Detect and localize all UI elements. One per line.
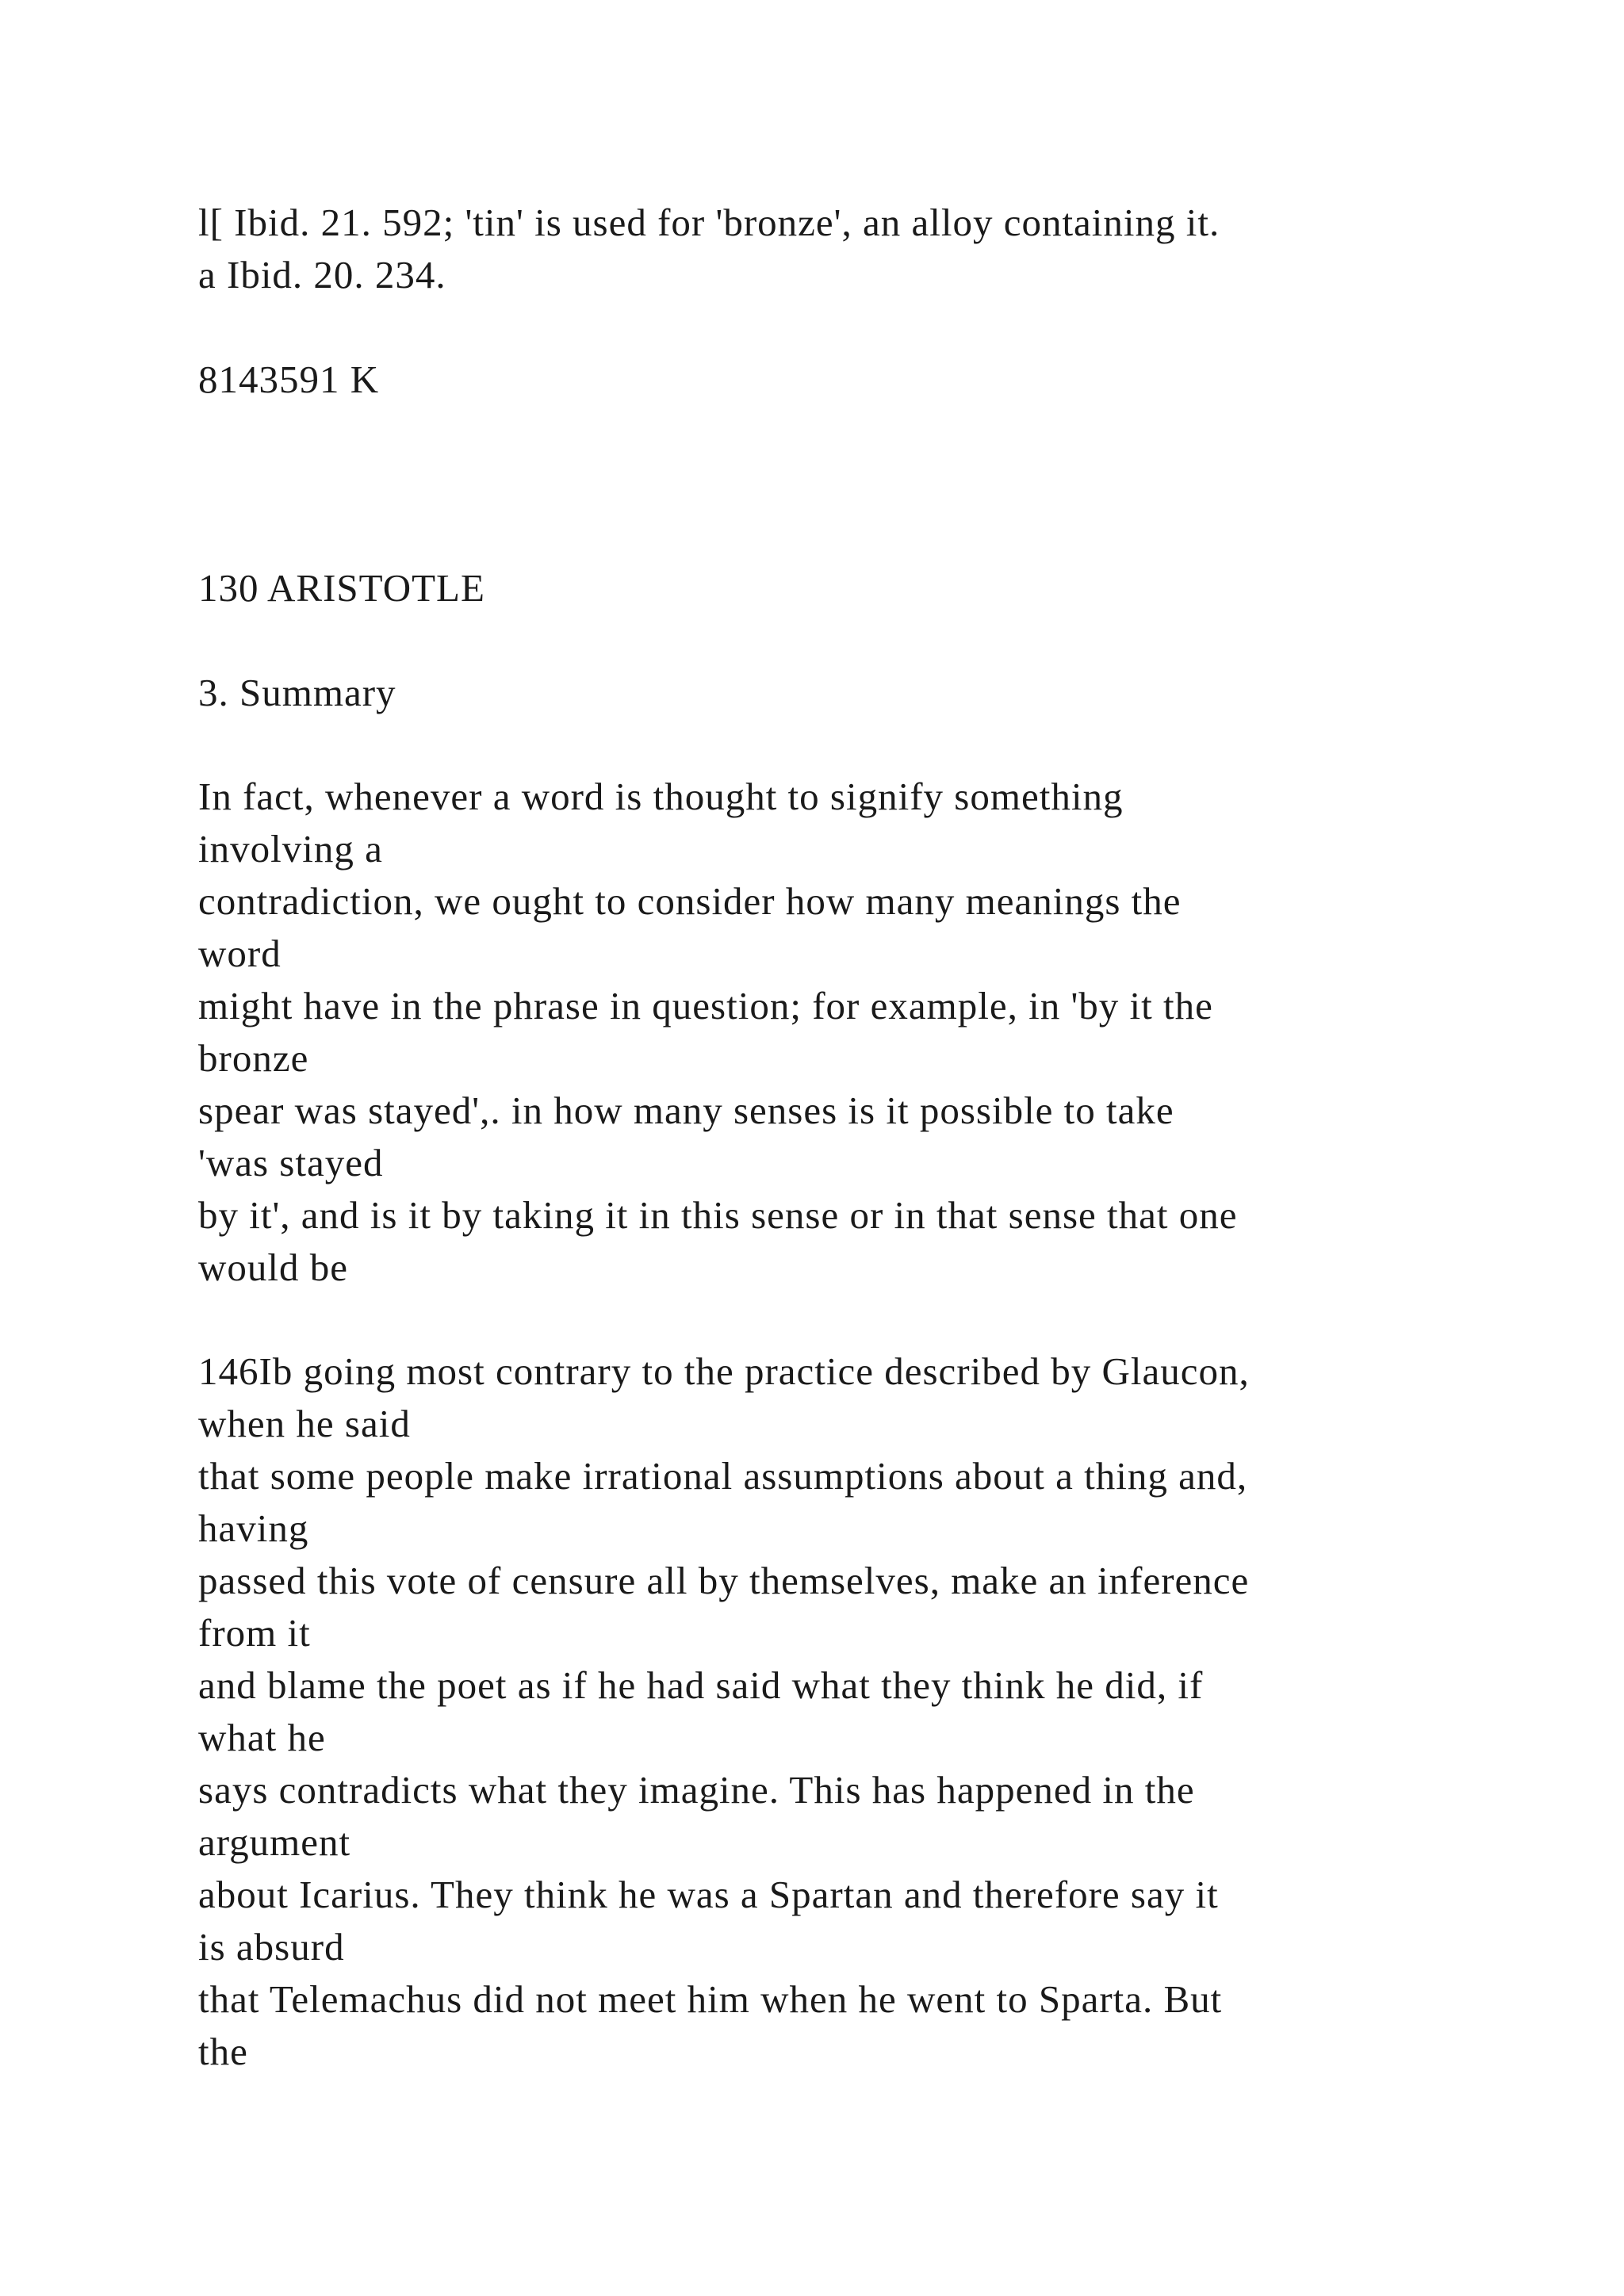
paragraph-line: 'was stayed	[198, 1141, 384, 1184]
paragraph-line: and blame the poet as if he had said what they think he did, if	[198, 1663, 1204, 1707]
paragraph-line: about Icarius. They think he was a Spartan and therefore say it	[198, 1873, 1219, 1916]
footnotes	[198, 197, 1220, 301]
paragraph-line: argument	[198, 1820, 351, 1864]
footnote-line: l[ Ibid. 21. 592; 'tin' is used for 'bronze', an alloy containing it.	[198, 201, 1220, 244]
footnote-line: a Ibid. 20. 234.	[198, 253, 446, 297]
paragraph-line: 146Ib going most contrary to the practice described by Glaucon,	[198, 1349, 1250, 1393]
paragraph-line: passed this vote of censure all by themselves, make an inference	[198, 1559, 1250, 1602]
paragraph-line: when he said	[198, 1402, 411, 1445]
paragraph-line: is absurd	[198, 1925, 345, 1969]
paragraph-line: that Telemachus did not meet him when he went to Sparta. But	[198, 1977, 1223, 2021]
paragraph-line: that some people make irrational assumptions about a thing and,	[198, 1454, 1248, 1498]
paragraph-2	[198, 1345, 1250, 2078]
paragraph-line: having	[198, 1506, 309, 1550]
paragraph-line: involving a	[198, 827, 383, 871]
paragraph-line: by it', and is it by taking it in this sense or in that sense that one	[198, 1193, 1238, 1237]
section-heading-block	[198, 667, 396, 719]
paragraph-line: says contradicts what they imagine. This has happened in the	[198, 1768, 1195, 1812]
paragraph-line: word	[198, 932, 282, 975]
paragraph-1	[198, 771, 1237, 1294]
paragraph-line: spear was stayed',. in how many senses is it possible to take	[198, 1089, 1174, 1132]
paragraph-line: contradiction, we ought to consider how many meanings the	[198, 879, 1182, 923]
section-heading: 3. Summary	[198, 671, 396, 714]
paragraph-line: bronze	[198, 1036, 309, 1080]
paragraph-line: the	[198, 2030, 248, 2073]
paragraph-line: might have in the phrase in question; for example, in 'by it the	[198, 984, 1213, 1027]
paragraph-line: what he	[198, 1716, 326, 1759]
page-code: 8143591 K	[198, 358, 380, 401]
paragraph-line: In fact, whenever a word is thought to signify something	[198, 775, 1124, 818]
running-head-block	[198, 562, 485, 614]
paragraph-line: from it	[198, 1611, 311, 1655]
running-head: 130 ARISTOTLE	[198, 566, 485, 610]
paragraph-line: would be	[198, 1246, 348, 1289]
page-code-block	[198, 354, 379, 406]
